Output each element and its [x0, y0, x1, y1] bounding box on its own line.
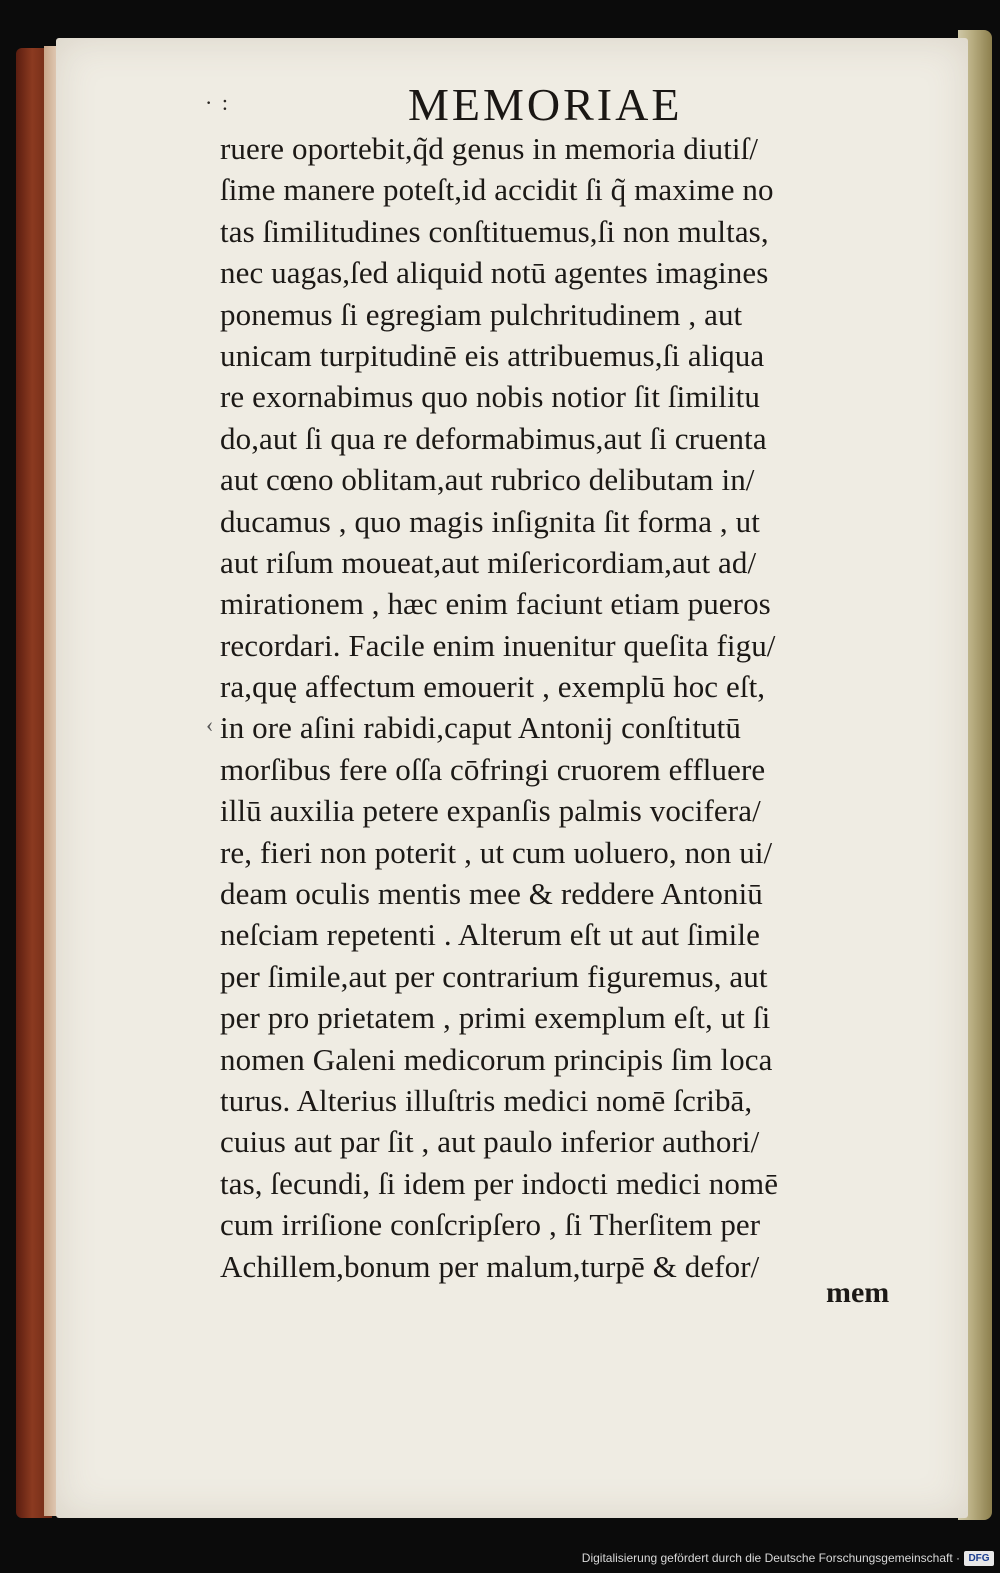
catchword: mem	[826, 1276, 890, 1309]
text-line: re exornabimus quo nobis notior ſit ſimilitu	[220, 379, 760, 415]
text-line: ra,quę affectum emouerit , exemplū hoc eſt,	[220, 669, 766, 705]
text-line: aut riſum moueat,aut miſericordiam,aut ad/	[220, 544, 757, 580]
text-body	[220, 128, 920, 1287]
text-line: nomen Galeni medicorum principis ſim loca	[220, 1041, 773, 1077]
text-line: unicam turpitudinē eis attribuemus,ſi aliqua	[220, 337, 765, 373]
text-line: morſibus fere oſſa cōfringi cruorem effluere	[220, 751, 766, 787]
text-line: per ſimile,aut per contrarium figuremus, aut	[220, 958, 768, 994]
dfg-logo-icon: DFG	[964, 1551, 994, 1566]
text-line: deam oculis mentis mee & reddere Antoniū	[220, 876, 763, 912]
text-line: ſime manere poteſt,id accidit ſi q̃ maxime no	[220, 172, 774, 208]
text-line: ducamus , quo magis inſignita ſit forma , ut	[220, 503, 760, 539]
text-line: tas ſimilitudines conſtituemus,ſi non multas,	[220, 213, 769, 249]
text-line: neſciam repetenti . Alterum eſt ut aut ſimile	[220, 917, 760, 953]
text-line: tas, ſecundi, ſi idem per indocti medici nomē	[220, 1165, 779, 1201]
text-line: aut cœno oblitam,aut rubrico delibutam in/	[220, 462, 755, 498]
text-line: ponemus ſi egregiam pulchritudinem , aut	[220, 296, 743, 332]
text-line: re, fieri non poterit , ut cum uoluero, non ui/	[220, 834, 773, 870]
running-head: MEMORIAE	[408, 79, 683, 130]
text-line: nec uagas,ſed aliquid notū agentes imagines	[220, 255, 769, 291]
text-line: in ore aſini rabidi,caput Antonij conſtitutū	[220, 710, 741, 746]
text-line: ruere oportebit,q̃d genus in memoria diutiſ/	[220, 131, 759, 166]
text-line: Achillem,bonum per malum,turpē & defor/	[220, 1248, 760, 1284]
text-line: mirationem , hæc enim faciunt etiam pueros	[220, 586, 771, 622]
page-mark: · :	[205, 90, 230, 115]
margin-mark: ‹	[206, 712, 214, 737]
text-line: do,aut ſi qua re deformabimus,aut ſi cruenta	[220, 420, 767, 456]
footer-credit: Digitalisierung gefördert durch die Deutsche Forschungsgemeinschaft ·	[581, 1551, 960, 1565]
text-line: cum irriſione conſcripſero , ſi Therſitem per	[220, 1207, 761, 1243]
text-line: per pro prietatem , primi exemplum eſt, ut ſi	[220, 1000, 771, 1036]
text-line: recordari. Facile enim inuenitur queſita figu/	[220, 627, 776, 663]
text-line: turus. Alterius illuſtris medici nomē ſcribā,	[220, 1082, 753, 1118]
text-line: illū auxilia petere expanſis palmis vocifera/	[220, 793, 761, 829]
text-line: cuius aut par ſit , aut paulo inferior authori/	[220, 1124, 760, 1160]
